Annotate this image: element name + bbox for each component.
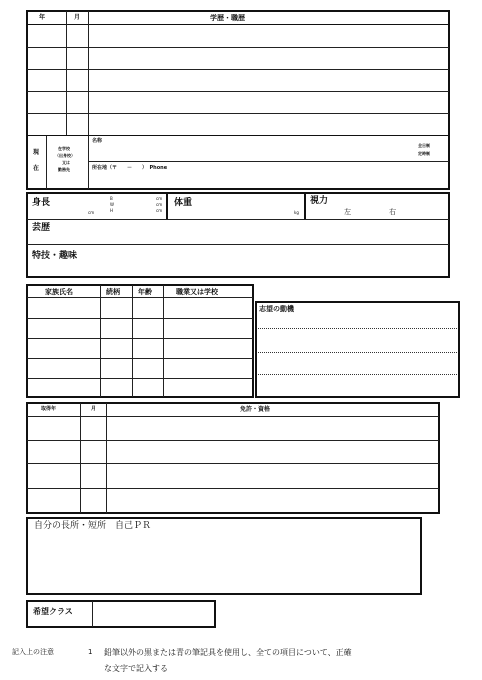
license-title-header: 免許・資格 (240, 406, 271, 413)
school-col-divider (88, 136, 89, 189)
notes-line: 鉛筆以外の黒または青の筆記具を使用し、全ての項目について、正確 (104, 648, 352, 657)
current-label: 在 (33, 165, 40, 172)
family-col-divider (132, 285, 133, 397)
history-row (27, 113, 449, 114)
desired-class-divider (92, 601, 93, 627)
measure-b-label: B (110, 196, 113, 201)
history-col-divider (88, 11, 89, 135)
body-row-divider (27, 244, 449, 245)
body-col-divider (304, 193, 306, 219)
school-name-label: 名称 (92, 138, 103, 144)
current-label: 現 (33, 149, 40, 156)
license-header-divider (27, 416, 439, 417)
history-col-divider (66, 11, 67, 135)
weight-label: 体重 (174, 198, 193, 208)
notes-line: な文字で記入する (104, 664, 168, 673)
license-month-header: 月 (91, 406, 97, 412)
weight-unit: kg (294, 210, 299, 215)
school-section-divider (27, 135, 449, 136)
school-label: 又は (62, 160, 70, 165)
family-relation-header: 続柄 (106, 288, 120, 296)
fulltime-label: 全日制 (418, 143, 430, 148)
license-col-divider (106, 403, 107, 513)
vision-left-label: 左 (344, 208, 351, 216)
history-header-divider (27, 24, 449, 25)
history-title-header: 学歴・職歴 (210, 14, 245, 22)
motive-box (255, 301, 460, 398)
body-row-divider (27, 219, 449, 220)
pr-label: 自分の長所・短所 自己ＰＲ (34, 521, 152, 531)
license-row (27, 463, 439, 464)
school-label: 在学校 (58, 146, 70, 151)
vision-right-label: 右 (389, 208, 396, 216)
school-label: 勤務先 (58, 167, 70, 172)
measure-h-label: H (110, 208, 114, 213)
measure-unit: cm (156, 202, 163, 207)
family-age-header: 年齢 (138, 288, 152, 296)
history-row (27, 47, 449, 48)
notes-label: 記入上の注意 (12, 648, 54, 656)
measure-unit: cm (156, 208, 163, 213)
family-row (27, 338, 253, 339)
family-row (27, 358, 253, 359)
school-col-divider (46, 136, 47, 189)
skills-label: 特技・趣味 (32, 251, 78, 261)
height-label: 身長 (32, 198, 51, 208)
history-month-header: 月 (74, 14, 81, 21)
family-row (27, 318, 253, 319)
vision-label: 視力 (310, 196, 329, 206)
family-col-divider (100, 285, 101, 397)
arts-label: 芸歴 (32, 223, 51, 233)
license-row (27, 488, 439, 489)
family-row (27, 378, 253, 379)
license-row (27, 440, 439, 441)
history-table (26, 10, 450, 190)
desired-class-label: 希望クラス (33, 607, 73, 616)
school-label: （出身校） (55, 153, 75, 158)
family-col-divider (163, 285, 164, 397)
license-table (26, 402, 440, 514)
history-row (27, 69, 449, 70)
history-year-header: 年 (39, 14, 46, 21)
school-name-divider (89, 161, 449, 162)
license-year-header: 取得年 (41, 406, 57, 412)
motive-label: 志望の動機 (259, 305, 294, 313)
history-row (27, 91, 449, 92)
school-address-label: 所在地（〒 － ） Phone (92, 165, 168, 171)
license-col-divider (80, 403, 81, 513)
motive-line (258, 374, 457, 375)
family-name-header: 家族氏名 (45, 288, 73, 296)
family-job-header: 職業又は学校 (176, 288, 218, 296)
body-table (26, 192, 450, 278)
height-unit: cm (88, 210, 95, 215)
measure-w-label: W (110, 202, 114, 207)
family-table (26, 284, 254, 398)
family-header-divider (27, 297, 253, 298)
body-col-divider (166, 193, 168, 219)
parttime-label: 定時制 (418, 151, 430, 156)
measure-unit: cm (156, 196, 163, 201)
notes-number: 1 (88, 648, 93, 656)
motive-line (258, 328, 457, 329)
motive-line (258, 352, 457, 353)
